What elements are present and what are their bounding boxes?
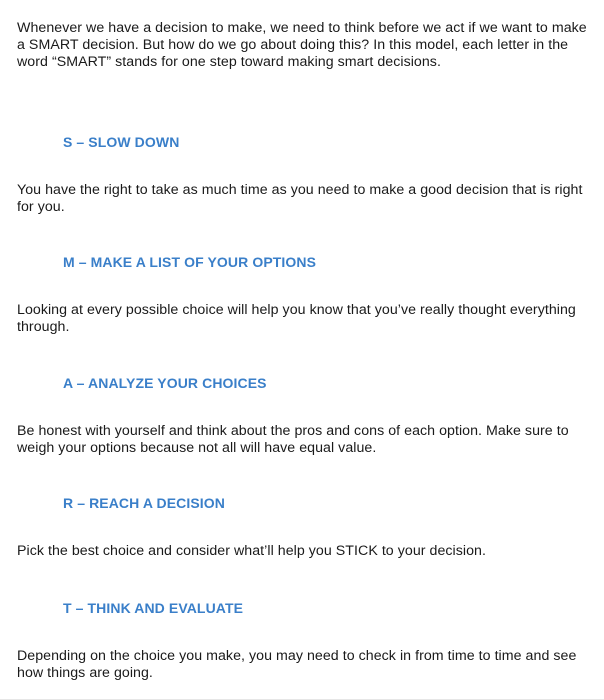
step-m-heading: M – MAKE A LIST OF YOUR OPTIONS (63, 254, 317, 270)
step-t-body: Depending on the choice you make, you may need to check in from time to time and see how things are going. (17, 648, 577, 681)
step-t-heading: T – THINK AND EVALUATE (63, 600, 244, 616)
step-m-body: Looking at every possible choice will help you know that you’ve really thought everything through. (17, 302, 576, 335)
step-r-body: Pick the best choice and consider what’ll help you STICK to your decision. (17, 543, 486, 559)
step-s-body: You have the right to take as much time as you need to make a good decision that is right for you. (17, 182, 583, 215)
step-a-heading: A – ANALYZE YOUR CHOICES (63, 375, 267, 391)
step-s-heading: S – SLOW DOWN (63, 134, 180, 150)
step-r-heading: R – REACH A DECISION (63, 495, 225, 511)
step-a-body: Be honest with yourself and think about the pros and cons of each option. Make sure to weigh your options because not all will have equal value. (17, 423, 569, 456)
intro-paragraph: Whenever we have a decision to make, we need to think before we act if we want to make a SMART decision. But how do we go about doing this? In this model, each letter in the word “SMART” stands for one step toward making smart decisions. (17, 20, 587, 70)
